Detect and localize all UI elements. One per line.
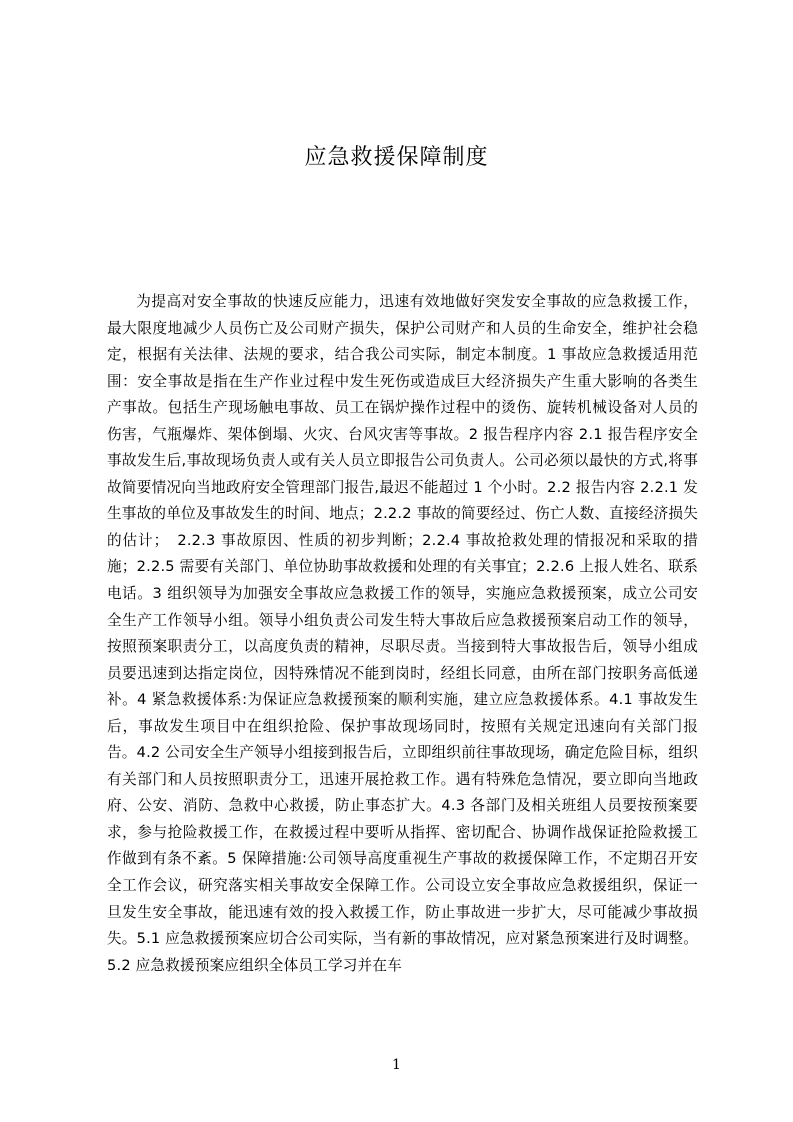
body-paragraph: 为提高对安全事故的快速反应能力，迅速有效地做好突发安全事故的应急救援工作，最大限度地减少人员伤亡及公司财产损失，保护公司财产和人员的生命安全，维护社会稳定，根据有关法律、法规的要求，结合我公司实际，制定本制度。1 事故应急救援适用范围：安全事故是指在生产作业过程中发生死伤或造成巨大经济损失产生重大影响的各类生产事故。包括生产现场触电事故、员工在锅炉操作过程中的烫伤、旋转机械设备对人员的伤害，气瓶爆炸、架体倒塌、火灾、台风灾害等事故。2 报告程序内容 2.1 报告程序安全事故发生后,事故现场负责人或有关人员立即报告公司负责人。公司必须以最快的方式,将事故简要情况向当地政府安全管理部门报告,最迟不能超过 1 个小时。2.2 报告内容 2.2.1 发生事故的单位及事故发生的时间、地点；2.2.2 事故的简要经过、伤亡人数、直接经济损失的估计； 2.2.3 事故原因、性质的初步判断；2.2.4 事故抢救处理的情报况和采取的措施；2.2.5 需要有关部门、单位协助事故救援和处理的有关事宜；2.2.6 上报人姓名、联系电话。3 组织领导为加强安全事故应急救援工作的领导，实施应急救援预案，成立公司安全生产工作领导小组。领导小组负责公司发生特大事故后应急救援预案启动工作的领导，按照预案职责分工，以高度负责的精神，尽职尽责。当接到特大事故报告后，领导小组成员要迅速到达指定岗位，因特殊情况不能到岗时，经组长同意，由所在部门按职务高低递补。4 紧急救援体系:为保证应急救援预案的顺利实施，建立应急救援体系。4.1 事故发生后，事故发生项目中在组织抢险、保护事故现场同时，按照有关规定迅速向有关部门报告。4.2 公司安全生产领导小组接到报告后，立即组织前往事故现场，确定危险目标，组织有关部门和人员按照职责分工，迅速开展抢救工作。遇有特殊危急情况，要立即向当地政府、公安、消防、急救中心救援，防止事态扩大。4.3 各部门及相关班组人员要按预案要求，参与抢险救援工作，在救援过程中要听从指挥、密切配合、协调作战保证抢险救援工作做到有条不紊。5 保障措施:公司领导高度重视生产事故的救援保障工作，不定期召开安全工作会议，研究落实相关事故安全保障工作。公司设立安全事故应急救援组织，保证一旦发生安全事故，能迅速有效的投入救援工作，防止事故进一步扩大，尽可能减少事故损失。5.1 应急救援预案应切合公司实际，当有新的事故情况，应对紧急预案进行及时调整。5.2 应急救援预案应组织全体员工学习并在车 [107, 293, 698, 974]
document-body [107, 289, 698, 1007]
page-number: 1 [392, 1057, 401, 1073]
document-title: 应急救援保障制度 [304, 145, 489, 170]
